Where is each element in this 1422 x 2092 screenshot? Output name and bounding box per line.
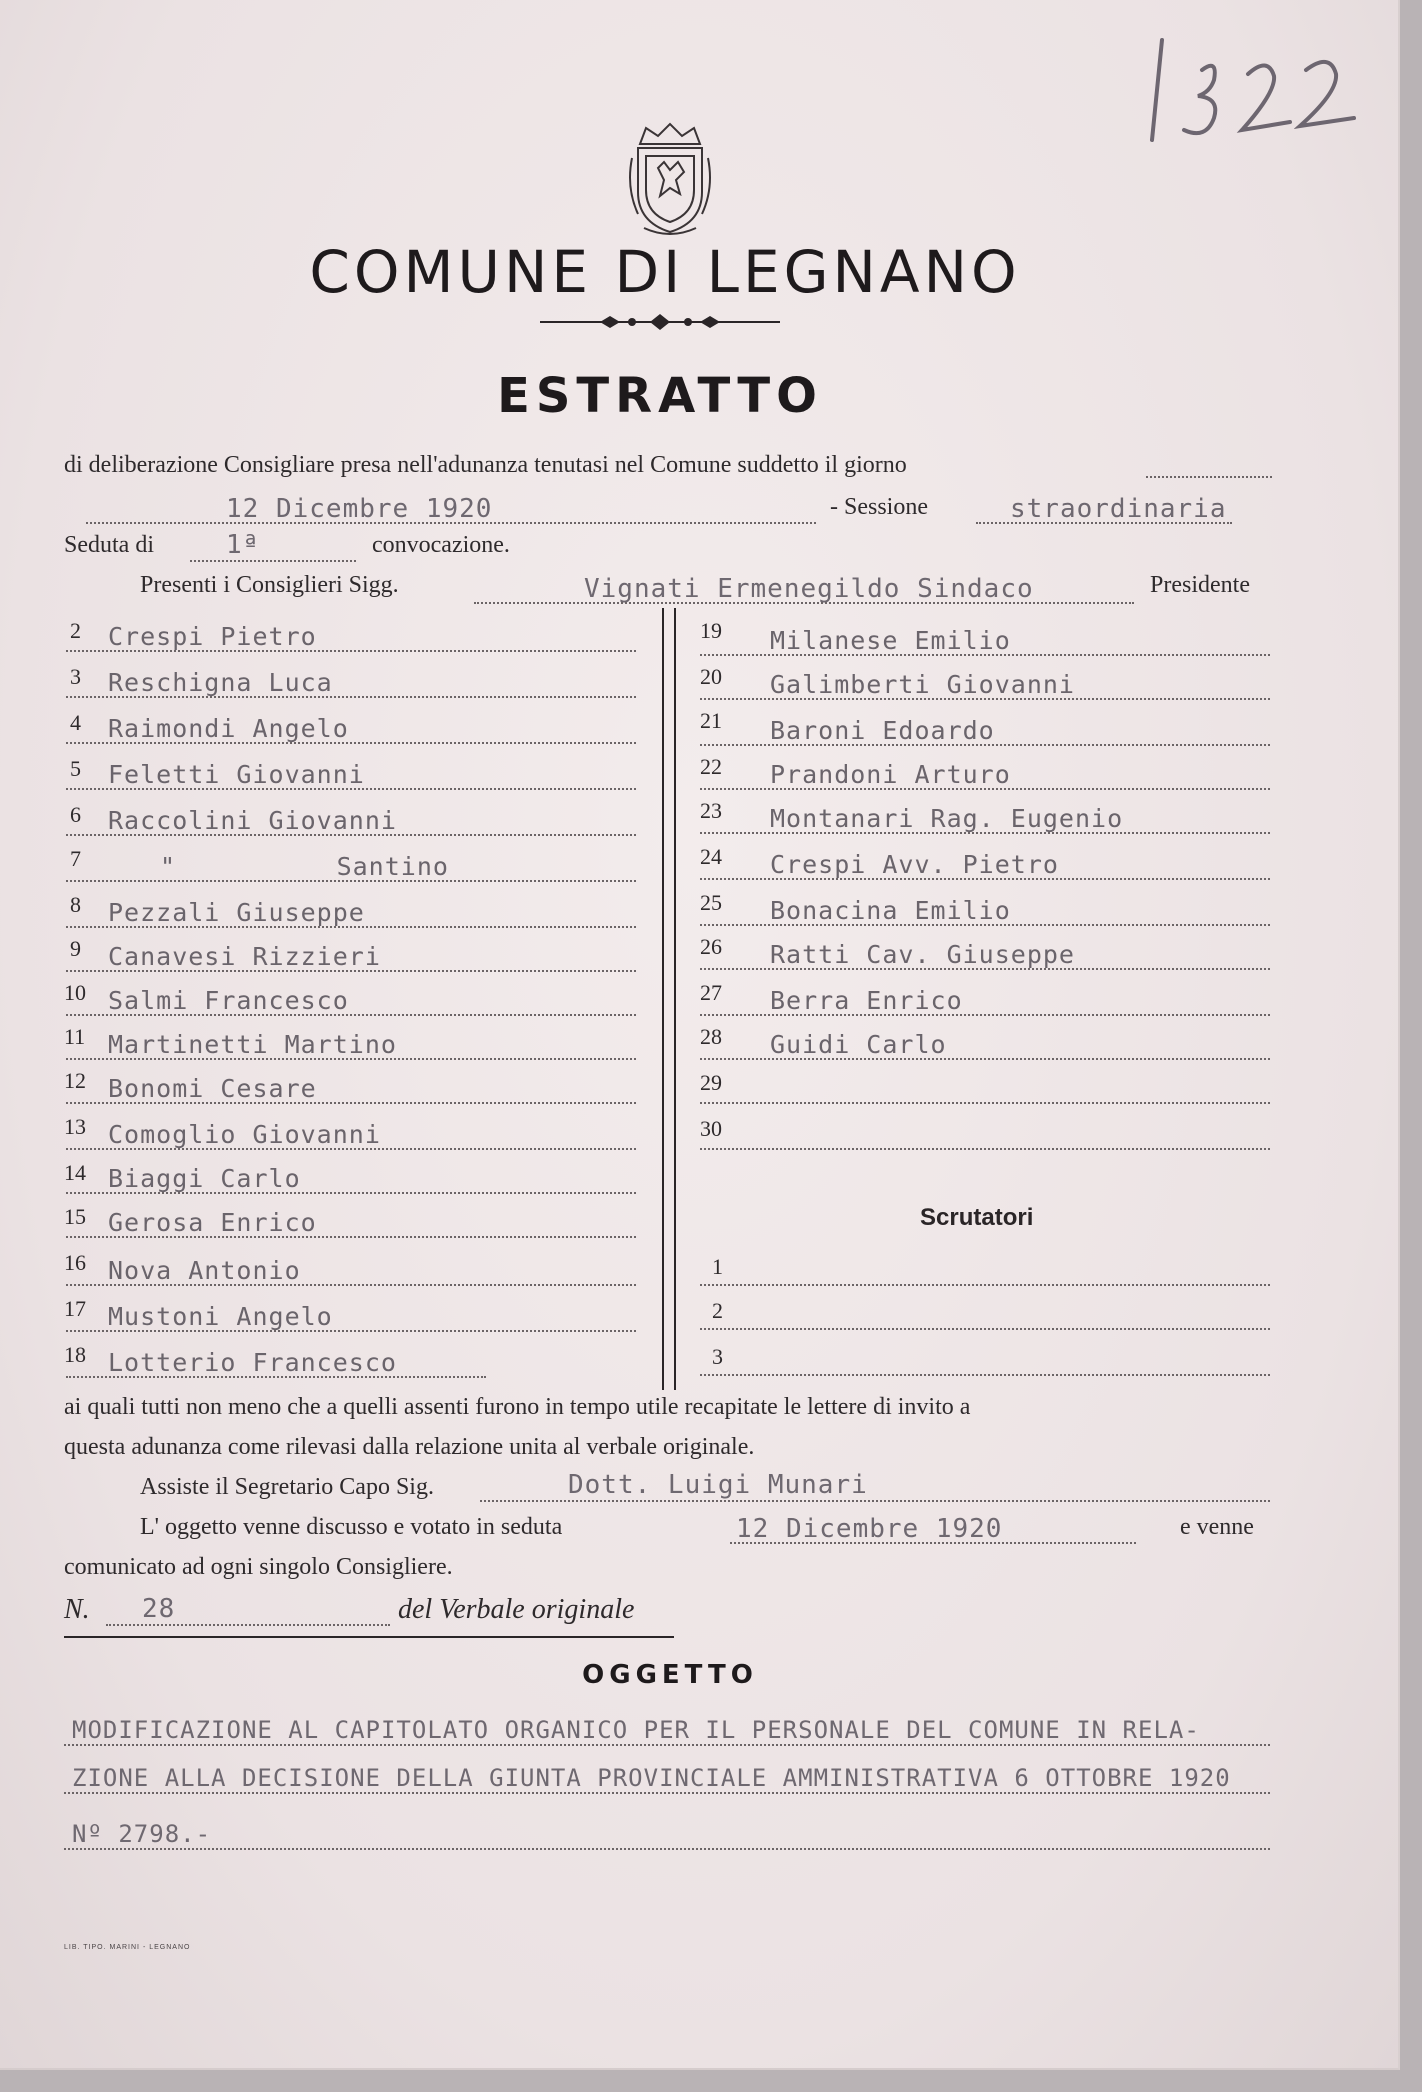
councillor-name: Lotterio Francesco <box>108 1348 397 1377</box>
councillor-number: 14 <box>64 1160 86 1185</box>
column-divider <box>674 608 676 1390</box>
councillor-number: 24 <box>700 844 722 869</box>
councillor-number: 13 <box>64 1114 86 1139</box>
councillor-name: Crespi Pietro <box>108 622 317 651</box>
councillor-number: 30 <box>700 1116 722 1141</box>
oggetto-voted-label-end: e venne <box>1180 1514 1254 1540</box>
councillor-name: Raccolini Giovanni <box>108 806 397 835</box>
councillor-number: 21 <box>700 708 722 733</box>
oggetto-line-1: MODIFICAZIONE AL CAPITOLATO ORGANICO PER IL PERSONALE DEL COMUNE IN RELA- <box>72 1716 1200 1744</box>
councillor-name: Feletti Giovanni <box>108 760 365 789</box>
councillor-name: Galimberti Giovanni <box>770 670 1075 699</box>
scrutatore-number: 1 <box>712 1254 723 1279</box>
councillor-name: Guidi Carlo <box>770 1030 947 1059</box>
meeting-date: 12 Dicembre 1920 <box>226 494 493 524</box>
councillor-name: Nova Antonio <box>108 1256 301 1285</box>
scrutatori-heading: Scrutatori <box>920 1204 1034 1231</box>
oggetto-voted-label: L' oggetto venne discusso e votato in seduta <box>140 1514 563 1540</box>
n-label: N. <box>64 1594 90 1625</box>
councillor-number: 3 <box>70 664 81 689</box>
presidente-name: Vignati Ermenegildo Sindaco <box>584 574 1034 604</box>
councillor-number: 9 <box>70 936 81 961</box>
councillor-name: Prandoni Arturo <box>770 760 1011 789</box>
councillor-number: 10 <box>64 980 86 1005</box>
councillor-number: 18 <box>64 1342 86 1367</box>
councillor-number: 2 <box>70 618 81 643</box>
councillor-number: 4 <box>70 710 81 735</box>
councillor-name: Martinetti Martino <box>108 1030 397 1059</box>
invitation-line-2: questa adunanza come rilevasi dalla relazione unita al verbale originale. <box>64 1434 755 1460</box>
councillor-number: 23 <box>700 798 722 823</box>
councillor-number: 19 <box>700 618 722 643</box>
seduta-value: 1ª <box>226 530 260 560</box>
councillor-number: 17 <box>64 1296 86 1321</box>
scrutatore-number: 2 <box>712 1298 723 1323</box>
session-value: straordinaria <box>1010 494 1227 524</box>
councillor-name: Pezzali Giuseppe <box>108 898 365 927</box>
councillor-number: 25 <box>700 890 722 915</box>
councillor-number: 8 <box>70 892 81 917</box>
councillor-name: Baroni Edoardo <box>770 716 995 745</box>
councillor-name: Reschigna Luca <box>108 668 333 697</box>
councillor-number: 20 <box>700 664 722 689</box>
councillor-number: 26 <box>700 934 722 959</box>
councillor-name: Bonomi Cesare <box>108 1074 317 1103</box>
councillor-number: 5 <box>70 756 81 781</box>
seduta-label: Seduta di <box>64 532 154 558</box>
printer-mark: LIB. TIPO. MARINI - LEGNANO <box>64 1944 191 1951</box>
ornamental-divider <box>540 310 780 334</box>
councillor-name: Montanari Rag. Eugenio <box>770 804 1124 833</box>
comunicato-line: comunicato ad ogni singolo Consigliere. <box>64 1554 453 1580</box>
councillor-name: Crespi Avv. Pietro <box>770 850 1059 879</box>
councillor-number: 28 <box>700 1024 722 1049</box>
councillor-name: Salmi Francesco <box>108 986 349 1015</box>
handwritten-archive-number <box>1140 30 1380 150</box>
councillor-name: Bonacina Emilio <box>770 896 1011 925</box>
seduta-date: 12 Dicembre 1920 <box>736 1514 1003 1544</box>
assiste-label: Assiste il Segretario Capo Sig. <box>140 1474 434 1500</box>
councillor-name: Biaggi Carlo <box>108 1164 301 1193</box>
presidente-label: Presidente <box>1150 572 1250 598</box>
councillor-name: Comoglio Giovanni <box>108 1120 381 1149</box>
councillor-name: Canavesi Rizzieri <box>108 942 381 971</box>
invitation-line-1: ai quali tutti non meno che a quelli assenti furono in tempo utile recapitate le lettere di invito a <box>64 1394 971 1420</box>
oggetto-line-3: Nº 2798.- <box>72 1820 212 1848</box>
coat-of-arms-icon <box>624 118 716 238</box>
councillor-name: Ratti Cav. Giuseppe <box>770 940 1075 969</box>
councillor-number: 6 <box>70 802 81 827</box>
councillor-name: Mustoni Angelo <box>108 1302 333 1331</box>
session-label: - Sessione <box>830 494 928 520</box>
scrutatore-number: 3 <box>712 1344 723 1369</box>
councillor-name: " Santino <box>160 852 449 881</box>
segretario-name: Dott. Luigi Munari <box>568 1470 868 1500</box>
councillor-number: 7 <box>70 846 81 871</box>
presenti-label: Presenti i Consiglieri Sigg. <box>140 572 399 598</box>
councillor-name: Milanese Emilio <box>770 626 1011 655</box>
oggetto-heading: OGGETTO <box>582 1660 758 1690</box>
verbale-underline <box>64 1636 674 1638</box>
municipality-title: COMUNE DI LEGNANO <box>309 238 1021 306</box>
column-divider <box>662 608 664 1390</box>
councillor-number: 22 <box>700 754 722 779</box>
intro-line: di deliberazione Consigliare presa nell'adunanza tenutasi nel Comune suddetto il giorno <box>64 452 907 478</box>
convocazione-label: convocazione. <box>372 532 510 558</box>
oggetto-line-2: ZIONE ALLA DECISIONE DELLA GIUNTA PROVINCIALE AMMINISTRATIVA 6 OTTOBRE 1920 <box>72 1764 1231 1792</box>
councillor-name: Gerosa Enrico <box>108 1208 317 1237</box>
councillor-number: 15 <box>64 1204 86 1229</box>
councillor-number: 16 <box>64 1250 86 1275</box>
councillor-name: Raimondi Angelo <box>108 714 349 743</box>
councillor-number: 11 <box>64 1024 86 1049</box>
document-type-title: ESTRATTO <box>497 368 823 424</box>
verbale-label: del Verbale originale <box>398 1594 635 1625</box>
verbale-number: 28 <box>142 1594 176 1624</box>
councillor-number: 12 <box>64 1068 86 1093</box>
councillor-number: 27 <box>700 980 722 1005</box>
councillor-number: 29 <box>700 1070 722 1095</box>
councillor-name: Berra Enrico <box>770 986 963 1015</box>
